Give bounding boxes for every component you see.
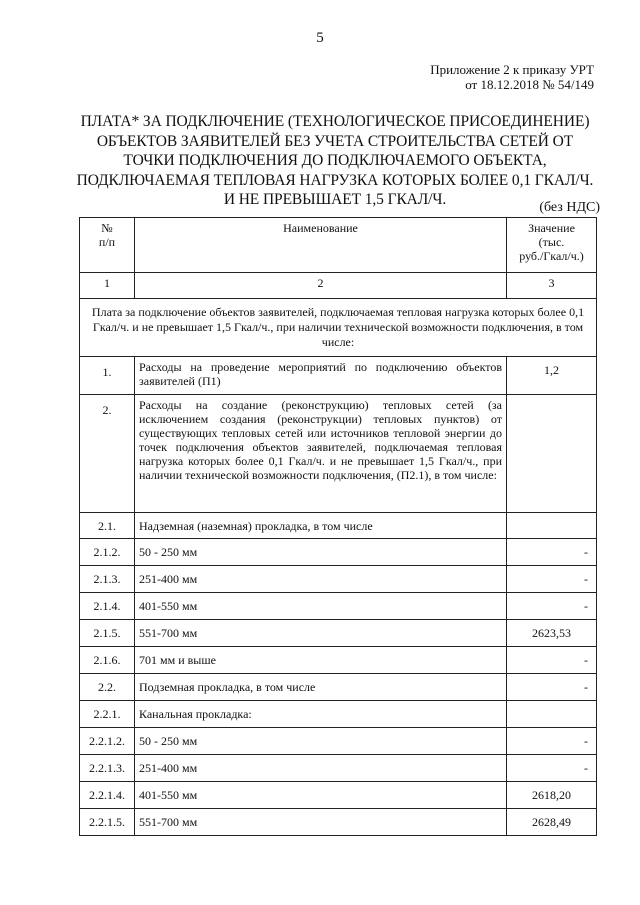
- table-header-row: [80, 218, 597, 273]
- table-row: [80, 755, 597, 782]
- header-name-label: Наименование: [283, 221, 358, 235]
- table-row: [80, 566, 597, 593]
- row-value: -: [507, 593, 597, 620]
- row-name: Подземная прокладка, в том числе: [135, 674, 507, 701]
- row-value: -: [507, 728, 597, 755]
- appendix-reference: [430, 62, 594, 92]
- row-value: -: [507, 566, 597, 593]
- row-value: [507, 513, 597, 539]
- row-number: 2.2.1.5.: [80, 809, 135, 836]
- title-line-3: ТОЧКИ ПОДКЛЮЧЕНИЯ ДО ПОДКЛЮЧАЕМОГО ОБЪЕКТА,: [123, 152, 547, 169]
- row-name: 701 мм и выше: [135, 647, 507, 674]
- row-value: -: [507, 755, 597, 782]
- document-title: [40, 112, 630, 210]
- row-number: 2.1.3.: [80, 566, 135, 593]
- row-number: 2.1.5.: [80, 620, 135, 647]
- row-value: 1,2: [507, 357, 597, 395]
- row-name: 50 - 250 мм: [135, 539, 507, 566]
- section-heading: Плата за подключение объектов заявителей, подключаемая тепловая нагрузка которых более 0,1 Гкал/ч. и не превышает 1,5 Гкал/ч., при наличии технической возможности подключения, в том числе:: [80, 299, 597, 357]
- row-number: 2.2.: [80, 674, 135, 701]
- column-index-1: 1: [80, 273, 135, 299]
- table-row: [80, 593, 597, 620]
- row-number: 2.1.: [80, 513, 135, 539]
- title-line-4: ПОДКЛЮЧАЕМАЯ ТЕПЛОВАЯ НАГРУЗКА КОТОРЫХ БОЛЕЕ 0,1 ГКАЛ/Ч.: [76, 171, 594, 189]
- header-num-line-1: №: [101, 221, 113, 235]
- row-number: 1.: [80, 357, 135, 395]
- table-body: [80, 357, 597, 836]
- title-line-2: ОБЪЕКТОВ ЗАЯВИТЕЛЕЙ БЕЗ УЧЕТА СТРОИТЕЛЬСТВА СЕТЕЙ ОТ: [96, 132, 574, 150]
- row-number: 2.2.1.3.: [80, 755, 135, 782]
- row-name: 551-700 мм: [135, 809, 507, 836]
- table-row: [80, 674, 597, 701]
- table-row: [80, 513, 597, 539]
- row-value: 2623,53: [507, 620, 597, 647]
- header-num-line-2: п/п: [98, 235, 116, 249]
- table-row: [80, 620, 597, 647]
- page-number: 5: [316, 30, 324, 46]
- header-value-line-2: (тыс.: [538, 235, 565, 249]
- title-line-1: ПЛАТА* ЗА ПОДКЛЮЧЕНИЕ (ТЕХНОЛОГИЧЕСКОЕ ПРИСОЕДИНЕНИЕ): [80, 113, 590, 130]
- row-value: -: [507, 539, 597, 566]
- appendix-line-2: от 18.12.2018 № 54/149: [465, 77, 594, 92]
- row-name: Надземная (наземная) прокладка, в том числе: [135, 513, 507, 539]
- row-number: 2.: [80, 395, 135, 513]
- row-name: 50 - 250 мм: [135, 728, 507, 755]
- table-row: [80, 782, 597, 809]
- row-number: 2.2.1.: [80, 701, 135, 728]
- row-value: [507, 395, 597, 513]
- row-name: Канальная прокладка:: [135, 701, 507, 728]
- row-number: 2.1.4.: [80, 593, 135, 620]
- row-name: Расходы на создание (реконструкцию) тепловых сетей (за исключением создания (реконструкции) тепловых пунктов) от существующих тепловых сетей или источников тепловой энергии до точек подключения объектов заявителей, подключаемая тепловая нагрузка которых более 0,1 Гкал/ч. и не превышает 1,5 Гкал/ч., при наличии технической возможности подключения, (П2.1), в том числе:: [135, 395, 507, 513]
- title-line-5: И НЕ ПРЕВЫШАЕТ 1,5 ГКАЛ/Ч.: [223, 191, 447, 208]
- table-row: [80, 357, 597, 395]
- row-name: 401-550 мм: [135, 782, 507, 809]
- table-row: [80, 395, 597, 513]
- header-num-cell: [80, 218, 135, 273]
- column-index-2: 2: [135, 273, 507, 299]
- row-name: 251-400 мм: [135, 566, 507, 593]
- row-number: 2.2.1.4.: [80, 782, 135, 809]
- row-number: 2.1.2.: [80, 539, 135, 566]
- row-value: 2618,20: [507, 782, 597, 809]
- appendix-line-1: Приложение 2 к приказу УРТ: [430, 62, 594, 77]
- column-index-3: 3: [507, 273, 597, 299]
- header-value-line-3: руб./Гкал/ч.): [519, 249, 584, 263]
- table-row: [80, 539, 597, 566]
- row-value: 2628,49: [507, 809, 597, 836]
- row-value: [507, 701, 597, 728]
- row-name: Расходы на проведение мероприятий по подключению объектов заявителей (П1): [135, 357, 507, 395]
- fee-table: [79, 217, 597, 836]
- vat-note: (без НДС): [539, 200, 600, 215]
- table-row: [80, 809, 597, 836]
- table-row: [80, 728, 597, 755]
- column-index-row: [80, 273, 597, 299]
- row-name: 401-550 мм: [135, 593, 507, 620]
- table-row: [80, 701, 597, 728]
- row-value: -: [507, 647, 597, 674]
- section-heading-row: [80, 299, 597, 357]
- row-name: 251-400 мм: [135, 755, 507, 782]
- row-name: 551-700 мм: [135, 620, 507, 647]
- row-number: 2.2.1.2.: [80, 728, 135, 755]
- header-value-cell: [507, 218, 597, 273]
- row-number: 2.1.6.: [80, 647, 135, 674]
- row-value: -: [507, 674, 597, 701]
- header-value-line-1: Значение: [528, 221, 575, 235]
- header-name-cell: [135, 218, 507, 273]
- table-row: [80, 647, 597, 674]
